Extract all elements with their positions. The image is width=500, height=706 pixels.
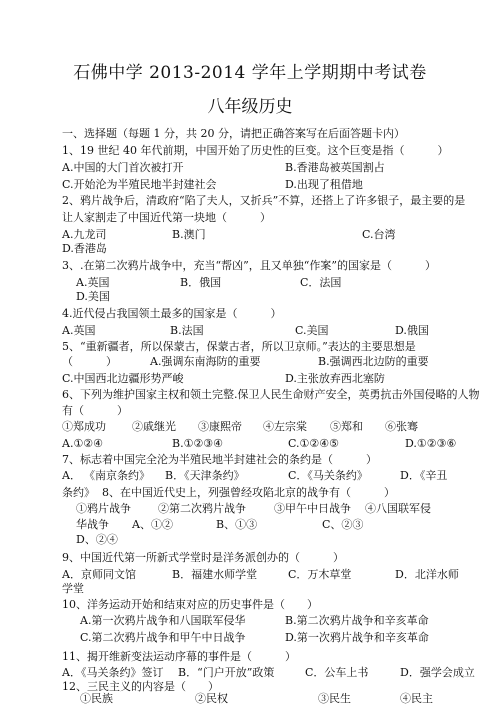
- list-item: ③康熙帝: [198, 420, 242, 433]
- exam-subtitle: 八年级历史: [207, 97, 293, 117]
- option: A、①②: [132, 518, 173, 531]
- list-item: ②第二次鸦片战争: [158, 502, 246, 515]
- option: A.英国: [62, 324, 96, 337]
- option: D.出现了租借地: [285, 178, 363, 191]
- option: 《南京条约》: [84, 469, 150, 482]
- question-stem: 6、下列为维护国家主权和领土完整.保卫人民生命财产安全，英勇抗击外国侵略的人物: [62, 388, 480, 401]
- option: A.英国: [76, 276, 110, 289]
- option: D.美国: [76, 290, 110, 303]
- list-item: ④八国联军侵: [365, 502, 431, 515]
- list-item: ①郑成功: [62, 420, 106, 433]
- option: A．《马关条约》签订: [62, 666, 164, 679]
- question-stem: 1、19 世纪 40 年代前期，中国开始了历史性的巨变。这个巨变是指（ ）: [62, 144, 449, 157]
- option: D．北洋水师: [395, 568, 459, 581]
- question-stem: 让人家割走了中国近代第一块地（ ）: [62, 211, 271, 224]
- option: C．《马关条约》: [288, 469, 368, 482]
- option: 学堂: [62, 582, 84, 595]
- option: D、②④: [76, 533, 118, 546]
- option: A.①②④: [62, 437, 104, 450]
- question-stem: 5、“重新疆者，所以保蒙古，保蒙古者，所以卫京师。”表达的主要思想是: [62, 340, 416, 353]
- option: D.①②③⑥: [405, 437, 457, 450]
- option: D.香港岛: [62, 242, 107, 255]
- option: C、②③: [322, 518, 364, 531]
- list-item: ⑥张骞: [385, 420, 418, 433]
- option: D.主张放弃西北塞防: [285, 372, 385, 385]
- question-stem: 4.近代侵占我国领土最多的国家是（ ）: [62, 307, 282, 320]
- question-stem: 9、中国近代第一所新式学堂时是洋务派创办的（ ）: [62, 551, 344, 564]
- question-stem: （ ）: [62, 355, 117, 368]
- option: C．万木草堂: [288, 568, 352, 581]
- option: A．京师同文馆: [62, 568, 136, 581]
- option: C.美国: [295, 324, 329, 337]
- option: B.第二次鸦片战争和辛亥革命: [285, 614, 429, 627]
- question-stem: 3、.在第二次鸦片战争中，充当“帮凶”，且又单独“作案”的国家是（ ）: [62, 259, 436, 272]
- option: C.台湾: [362, 228, 396, 241]
- option: C.①②④⑤: [288, 437, 339, 450]
- option: A.强调东南海防的重要: [150, 355, 261, 368]
- option: B．《天津条约》: [165, 469, 245, 482]
- option: D．强学会成立: [400, 666, 475, 679]
- list-item: 华战争: [76, 518, 109, 531]
- list-item: ⑤郑和: [330, 420, 363, 433]
- list-item: ③甲午中日战争: [274, 502, 351, 515]
- list-item: ①鸦片战争: [76, 502, 131, 515]
- list-item: ③民生: [318, 692, 351, 705]
- section-instructions: 一、选择题（每题 1 分，共 20 分，请把正确答案写在后面答题卡内）: [62, 127, 405, 140]
- option: A.第一次鸦片战争和八国联军侵华: [80, 614, 246, 627]
- list-item: ②民权: [195, 692, 228, 705]
- question-stem: 8、在中国近代史上，列强曾经攻陷北京的战争有（ ）: [102, 486, 395, 499]
- option: A．: [62, 469, 81, 482]
- question-stem: 有（ ）: [62, 404, 128, 417]
- option: B、①③: [216, 518, 258, 531]
- option: C．公车上书: [305, 666, 369, 679]
- option: B.香港岛被英国割占: [285, 161, 385, 174]
- list-item: ②戚继光: [132, 420, 176, 433]
- list-item: ④左宗棠: [263, 420, 307, 433]
- option: B.法国: [170, 324, 204, 337]
- option: D.第一次鸦片战争和辛亥革命: [285, 631, 429, 644]
- option: A.九龙司: [62, 228, 107, 241]
- option: 条约》: [62, 486, 95, 499]
- option: C.第二次鸦片战争和甲午中日战争: [80, 631, 246, 644]
- question-stem: 7、标志着中国完全沦为半殖民地半封建社会的条约是（ ）: [62, 453, 377, 466]
- option: B.澳门: [172, 228, 206, 241]
- question-stem: 11、揭开维新变法运动序幕的事件是（ ）: [62, 650, 296, 663]
- list-item: ④民主: [400, 692, 433, 705]
- exam-title: 石佛中学 2013-2014 学年上学期期中考试卷: [73, 63, 427, 83]
- option: D．《辛丑: [400, 469, 448, 482]
- option: C．法国: [300, 276, 342, 289]
- option: B.强调西北边防的重要: [318, 355, 429, 368]
- option: B．俄国: [180, 276, 222, 289]
- list-item: ①民族: [80, 692, 113, 705]
- option: B．福建水师学堂: [172, 568, 258, 581]
- question-stem: 2、鸦片战争后，清政府“陷了夫人，又折兵”不算，还搭上了许多银子，最主要的是: [62, 194, 466, 207]
- option: B．“门户开放”政策: [178, 666, 275, 679]
- option: C.开始沦为半殖民地半封建社会: [62, 178, 217, 191]
- option: C.中国西北边疆形势严峻: [62, 372, 184, 385]
- question-stem: 12、三民主义的内容是（ ）: [62, 680, 219, 693]
- option: A.中国的大门首次被打开: [62, 161, 184, 174]
- option: D.俄国: [395, 324, 429, 337]
- option: B.①②③④: [172, 437, 224, 450]
- question-stem: 10、洋务运动开始和结束对应的历史事件是（ ）: [62, 598, 318, 611]
